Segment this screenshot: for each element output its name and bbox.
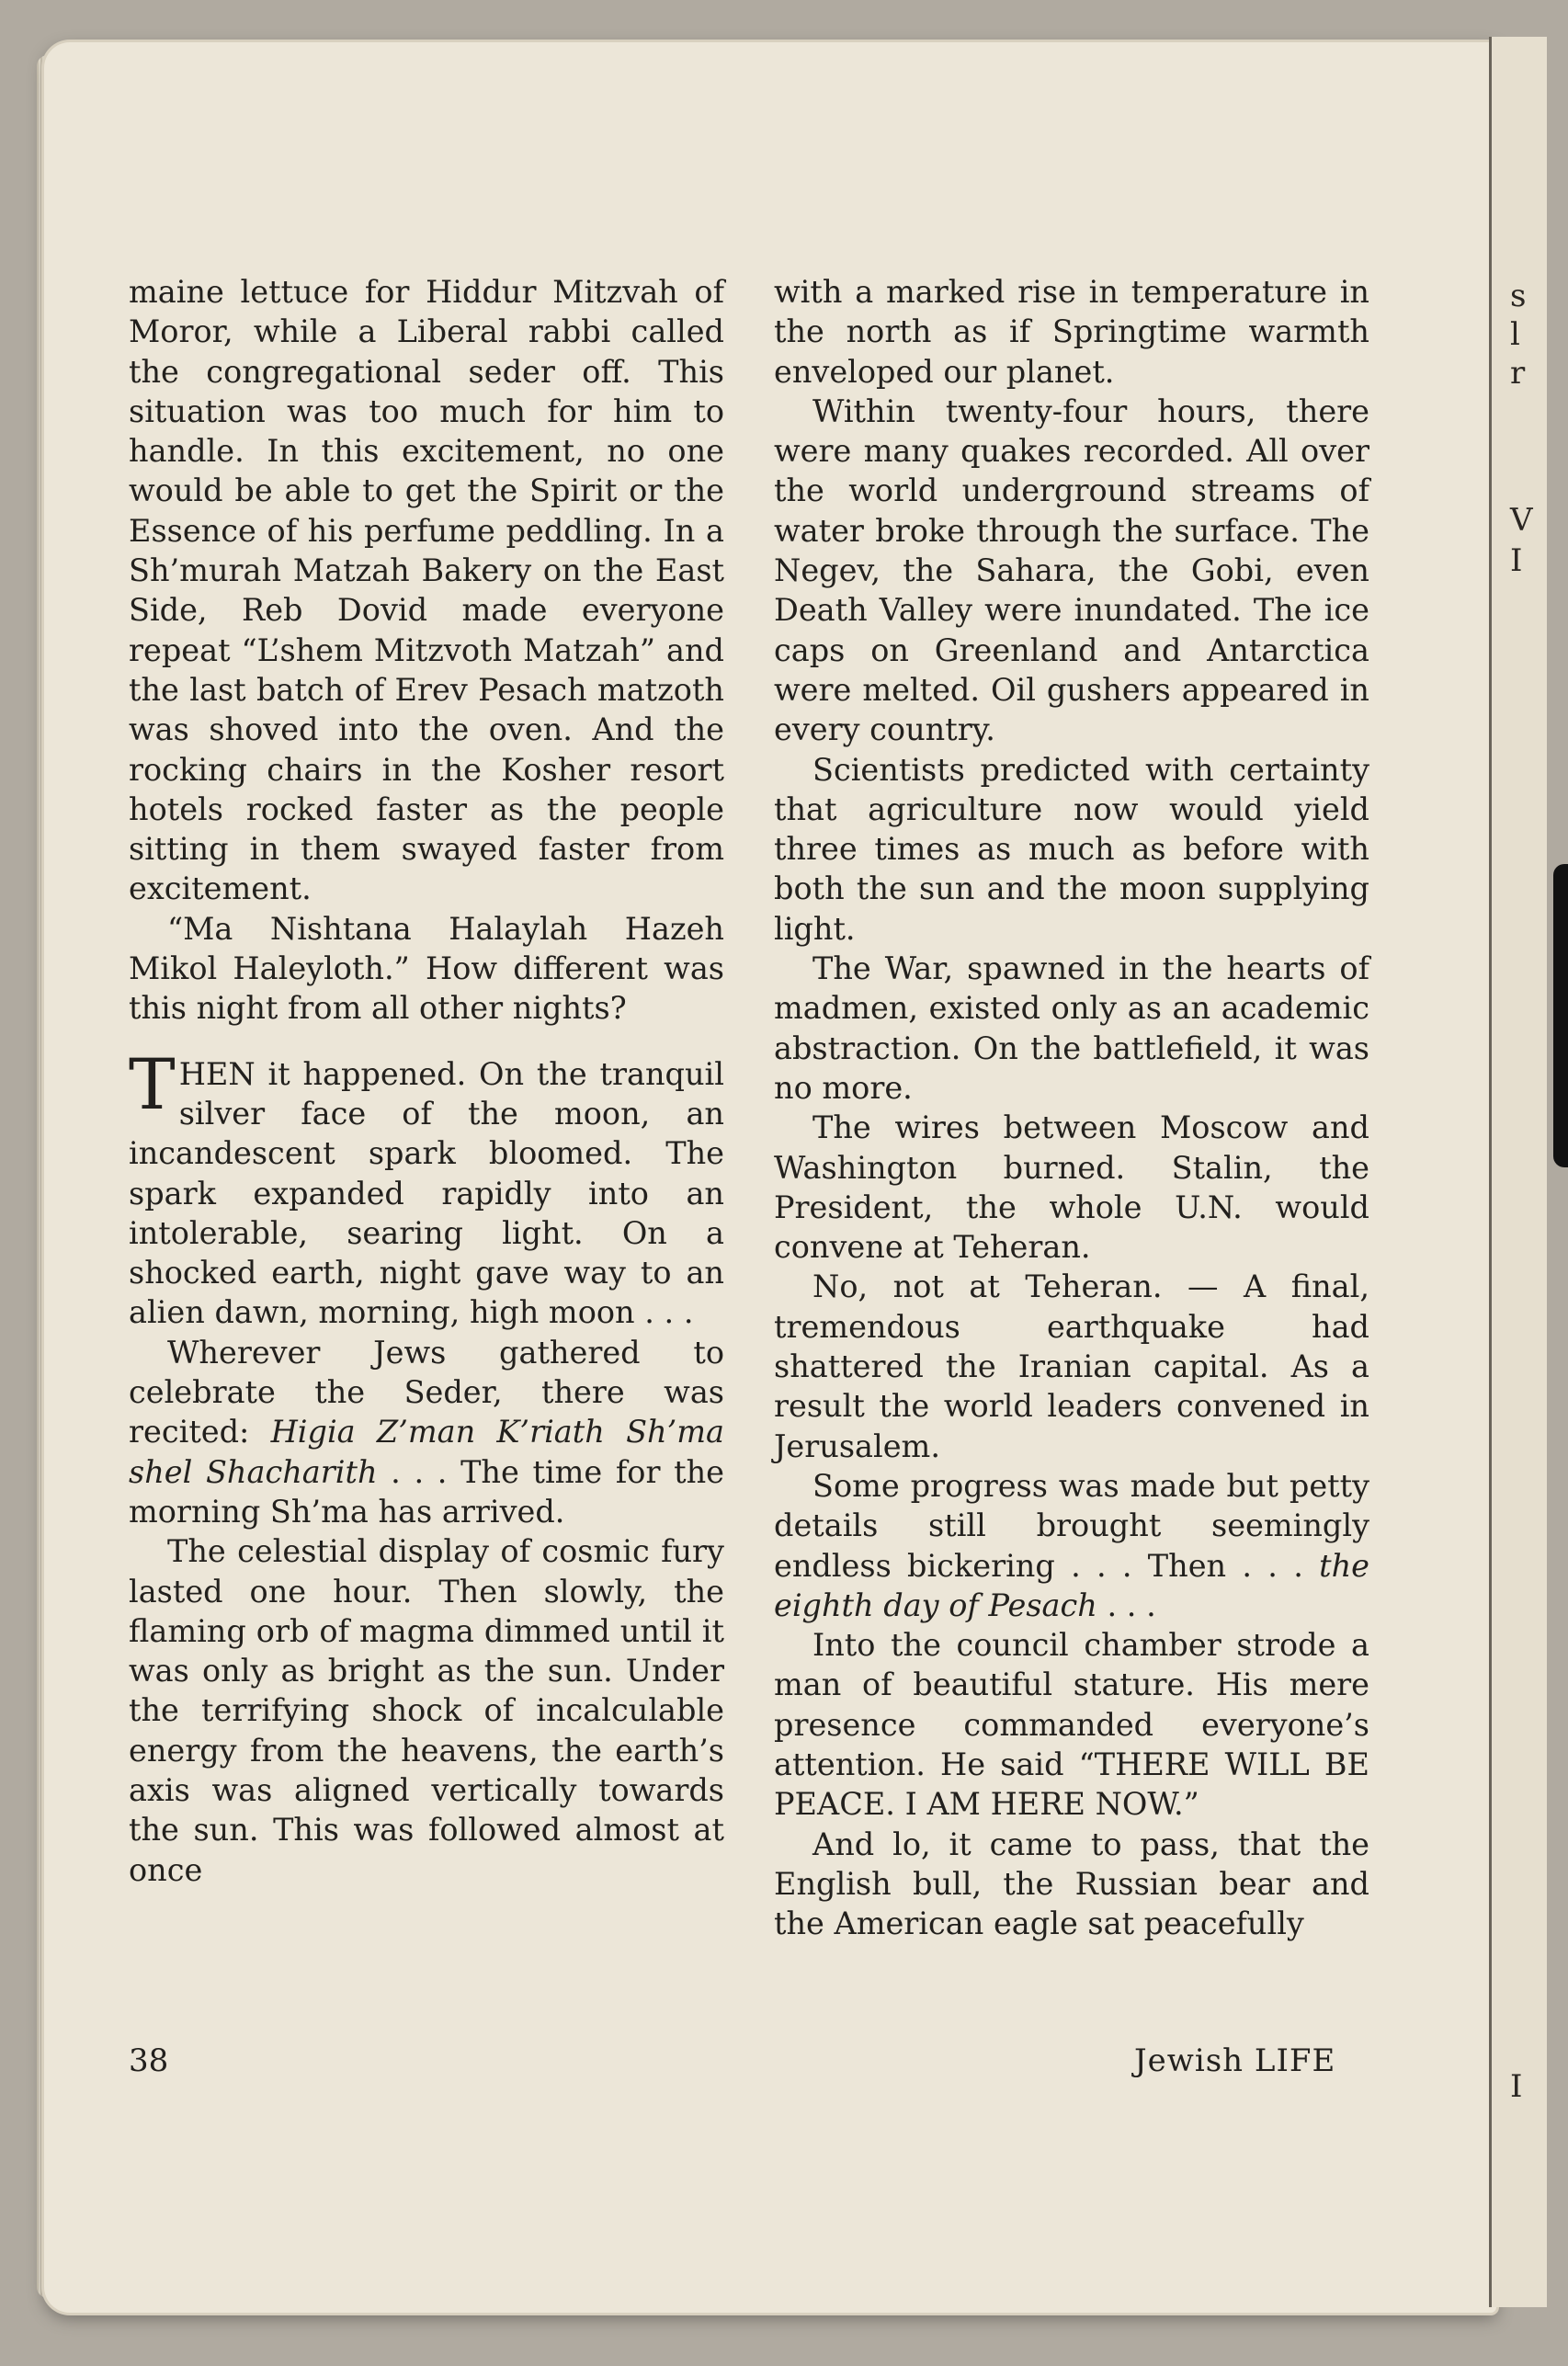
paragraph: with a marked rise in temperature in the north as if Springtime warmth enveloped our planet. — [774, 274, 1369, 390]
paragraph-text: . . . The time for the morning Sh’ma has arrived. — [129, 1453, 724, 1530]
paragraph: No, not at Teheran. — A final, tremendous earthquake had shattered the Iranian capital. As a result the world leaders convened in Jerusalem. — [774, 1268, 1369, 1464]
paragraph: maine lettuce for Hiddur Mitzvah of Moror, while a Liberal rabbi called the congregational seder off. This situation was too much for him to handle. In this excitement, no one would be able to get the Spirit or the Essence of his perfume peddling. In a Sh’murah Matzah Bakery on the East Side, Reb Dovid made everyone repeat “L’shem Mitzvoth Matzah” and the last batch of Erev Pesach matzoth was shoved into the oven. And the rocking chairs in the Kosher resort hotels rocked faster as the people sitting in them swayed faster from excitement. — [129, 274, 724, 907]
adjacent-page-fragment: r — [1510, 355, 1526, 392]
paragraph: “Ma Nishtana Halaylah Hazeh Mikol Haleyloth.” How different was this night from all other nights? — [129, 910, 724, 1027]
paragraph: The celestial display of cosmic fury lasted one hour. Then slowly, the flaming orb of magma dimmed until it was only as bright as the sun. Under the terrifying shock of incalculable energy from the heavens, the earth’s axis was aligned vertically towards the sun. This was followed almost at once — [129, 1533, 724, 1888]
paragraph: The War, spawned in the hearts of madmen, existed only as an academic abstraction. On the battlefield, it was no more. — [774, 950, 1369, 1106]
adjacent-page-fragment: I — [1510, 542, 1523, 579]
paragraph: Scientists predicted with certainty that agriculture now would yield three times as much as before with both the sun and the moon supplying light. — [774, 751, 1369, 947]
adjacent-page-fragment: V — [1510, 502, 1533, 539]
paragraph-text: Some progress was made but petty details still brought seemingly endless bickering . . . Then . . . — [774, 1467, 1369, 1584]
adjacent-page-fragment: I — [1510, 2068, 1523, 2105]
paragraph — [774, 1466, 1369, 1625]
adjacent-page-fragment: s — [1510, 278, 1527, 314]
right-column — [774, 272, 1369, 1943]
page-number: 38 — [129, 2042, 169, 2079]
paragraph: The wires between Moscow and Washington burned. Stalin, the President, the whole U.N. would convene at Teheran. — [774, 1109, 1369, 1266]
hebrew-phrase: Higia Z’man K’riath Sh’ma shel Shacharith — [129, 1414, 724, 1490]
drop-cap: T — [129, 1042, 176, 1125]
italic-phrase: the eighth day of Pesach — [774, 1547, 1369, 1623]
left-column — [129, 272, 724, 1890]
paragraph: Within twenty-four hours, there were many quakes recorded. All over the world underground streams of water broke through the surface. The Negev, the Sahara, the Gobi, even Death Valley were inundated. The ice caps on Greenland and Antarctica were melted. Oil gushers appeared in every country. — [774, 392, 1369, 748]
adjacent-page-illustration — [1553, 864, 1568, 1167]
magazine-title-footer: Jewish LIFE — [1134, 2042, 1336, 2079]
paragraph-text: Wherever Jews gathered to celebrate the Seder, there was recited: — [129, 1334, 724, 1450]
section-opening-text: HEN it happened. On the tranquil silver face of the moon, an incandescent spark bloomed. The spark expanded rapidly into an intolerable, searing light. On a shocked earth, night gave way to an alien dawn, morning, high moon . . . — [129, 1055, 724, 1331]
adjacent-page — [1489, 37, 1547, 2307]
section-opening-paragraph — [129, 1042, 724, 1333]
paragraph — [129, 1333, 724, 1531]
paragraph: And lo, it came to pass, that the English bull, the Russian bear and the American eagle sat peacefully — [774, 1826, 1369, 1942]
paragraph: Into the council chamber strode a man of beautiful stature. His mere presence commanded everyone’s attention. He said “THERE WILL BE PEACE. I AM HERE NOW.” — [774, 1627, 1369, 1823]
adjacent-page-fragment: l — [1510, 316, 1520, 353]
paragraph-text: . . . — [1096, 1587, 1156, 1623]
